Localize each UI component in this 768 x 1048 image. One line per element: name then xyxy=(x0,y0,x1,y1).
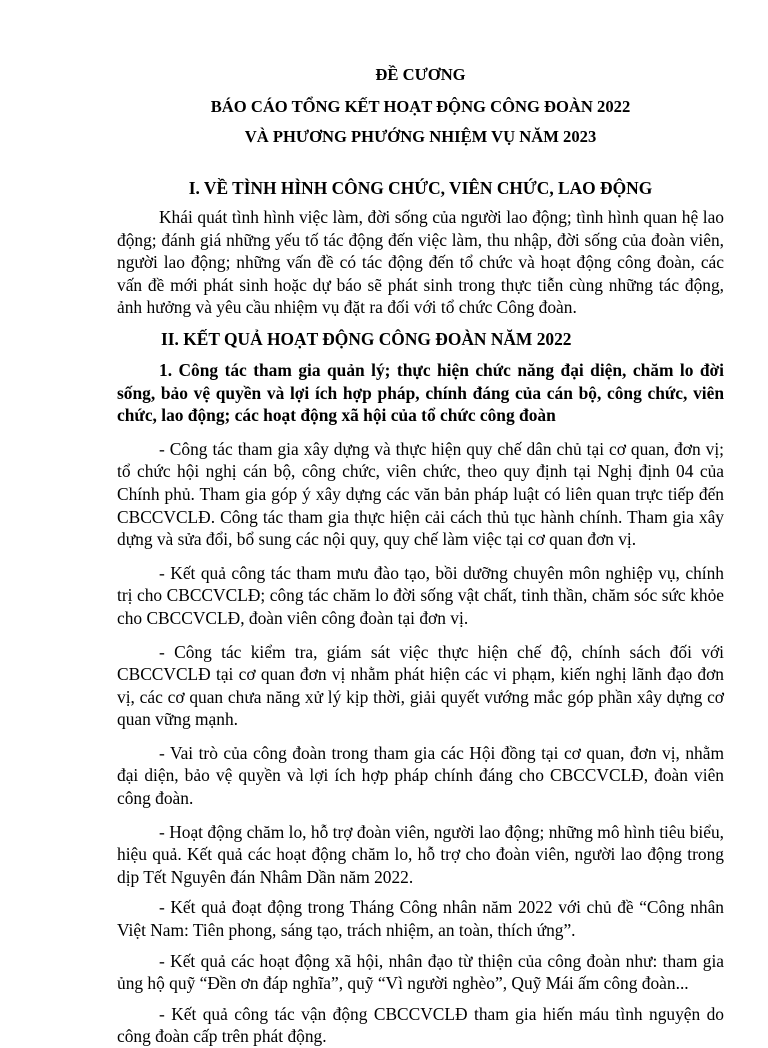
section-2-heading: II. KẾT QUẢ HOẠT ĐỘNG CÔNG ĐOÀN NĂM 2022 xyxy=(161,328,572,349)
list-item: - Công tác tham gia xây dựng và thực hiện quy chế dân chủ tại cơ quan, đơn vị; tổ chức hội nghị cán bộ, công chức, viên chức, theo quy định tại Nghị định 04 của Chính phủ. Tham gia góp ý xây dựng các văn bản pháp luật có liên quan trực tiếp đến CBCCVCLĐ. Công tác tham gia thực hiện cải cách thủ tục hành chính. Tham gia xây dựng và sửa đổi, bổ sung các nội quy, quy chế làm việc tại cơ quan đơn vị. xyxy=(117,438,724,550)
list-item: - Kết quả công tác tham mưu đào tạo, bồi dưỡng chuyên môn nghiệp vụ, chính trị cho CBCCVCLĐ; công tác chăm lo đời sống vật chất, tinh thần, chăm sóc sức khỏe cho CBCCVCLĐ, đoàn viên công đoàn tại đơn vị. xyxy=(117,562,724,628)
section-1-heading: I. VỀ TÌNH HÌNH CÔNG CHỨC, VIÊN CHỨC, LAO ĐỘNG xyxy=(188,178,653,198)
list-item: - Vai trò của công đoàn trong tham gia các Hội đồng tại cơ quan, đơn vị, nhằm đại diện, bảo vệ quyền và lợi ích hợp pháp chính đáng cho CBCCVCLĐ, đoàn viên công đoàn. xyxy=(117,742,724,809)
document-title-line-3: VÀ PHƯƠNG PHƯỚNG NHIỆM VỤ NĂM 2023 xyxy=(244,127,597,146)
list-item: - Kết quả các hoạt động xã hội, nhân đạo từ thiện của công đoàn như: tham gia ủng hộ quỹ “Đền ơn đáp nghĩa”, quỹ “Vì người nghèo”, Quỹ Mái ấm công đoàn... xyxy=(117,950,724,994)
document-title-line-2: BÁO CÁO TỔNG KẾT HOẠT ĐỘNG CÔNG ĐOÀN 2022 xyxy=(210,97,631,116)
list-item: - Công tác kiểm tra, giám sát việc thực hiện chế độ, chính sách đối với CBCCVCLĐ tại cơ quan đơn vị nhằm phát hiện các vi phạm, kiến nghị lãnh đạo đơn vị, các cơ quan chưa năng xử lý kịp thời, giải quyết vướng mắc góp phần xây dựng cơ quan vững mạnh. xyxy=(117,641,724,730)
list-item: - Kết quả công tác vận động CBCCVCLĐ tham gia hiến máu tình nguyện do công đoàn cấp trên phát động. xyxy=(117,1003,724,1047)
document-title-line-1: ĐỀ CƯƠNG xyxy=(375,65,466,84)
list-item: - Hoạt động chăm lo, hỗ trợ đoàn viên, người lao động; những mô hình tiêu biểu, hiệu quả. Kết quả các hoạt động chăm lo, hỗ trợ cho đoàn viên, người lao động trong dịp Tết Nguyên đán Nhâm Dần năm 2022. xyxy=(117,821,724,887)
section-1-paragraph: Khái quát tình hình việc làm, đời sống của người lao động; tình hình quan hệ lao động; đánh giá những yếu tố tác động đến việc làm, thu nhập, đời sống của đoàn viên, người lao động; những vấn đề có tác động đến tổ chức và hoạt động công đoàn, các vấn đề mới phát sinh hoặc dự báo sẽ phát sinh trong thực tiễn cùng những tác động, ảnh hưởng và yêu cầu nhiệm vụ đặt ra đối với tổ chức Công đoàn. xyxy=(117,207,724,318)
section-2-subheading: 1. Công tác tham gia quản lý; thực hiện chức năng đại diện, chăm lo đời sống, bảo vệ quyền và lợi ích hợp pháp, chính đáng của cán bộ, công chức, viên chức, lao động; các hoạt động xã hội của tổ chức công đoàn xyxy=(117,359,724,426)
list-item: - Kết quả đoạt động trong Tháng Công nhân năm 2022 với chủ đề “Công nhân Việt Nam: Tiên phong, sáng tạo, trách nhiệm, an toàn, thích ứng”. xyxy=(117,897,724,941)
document-title-block xyxy=(117,62,724,150)
